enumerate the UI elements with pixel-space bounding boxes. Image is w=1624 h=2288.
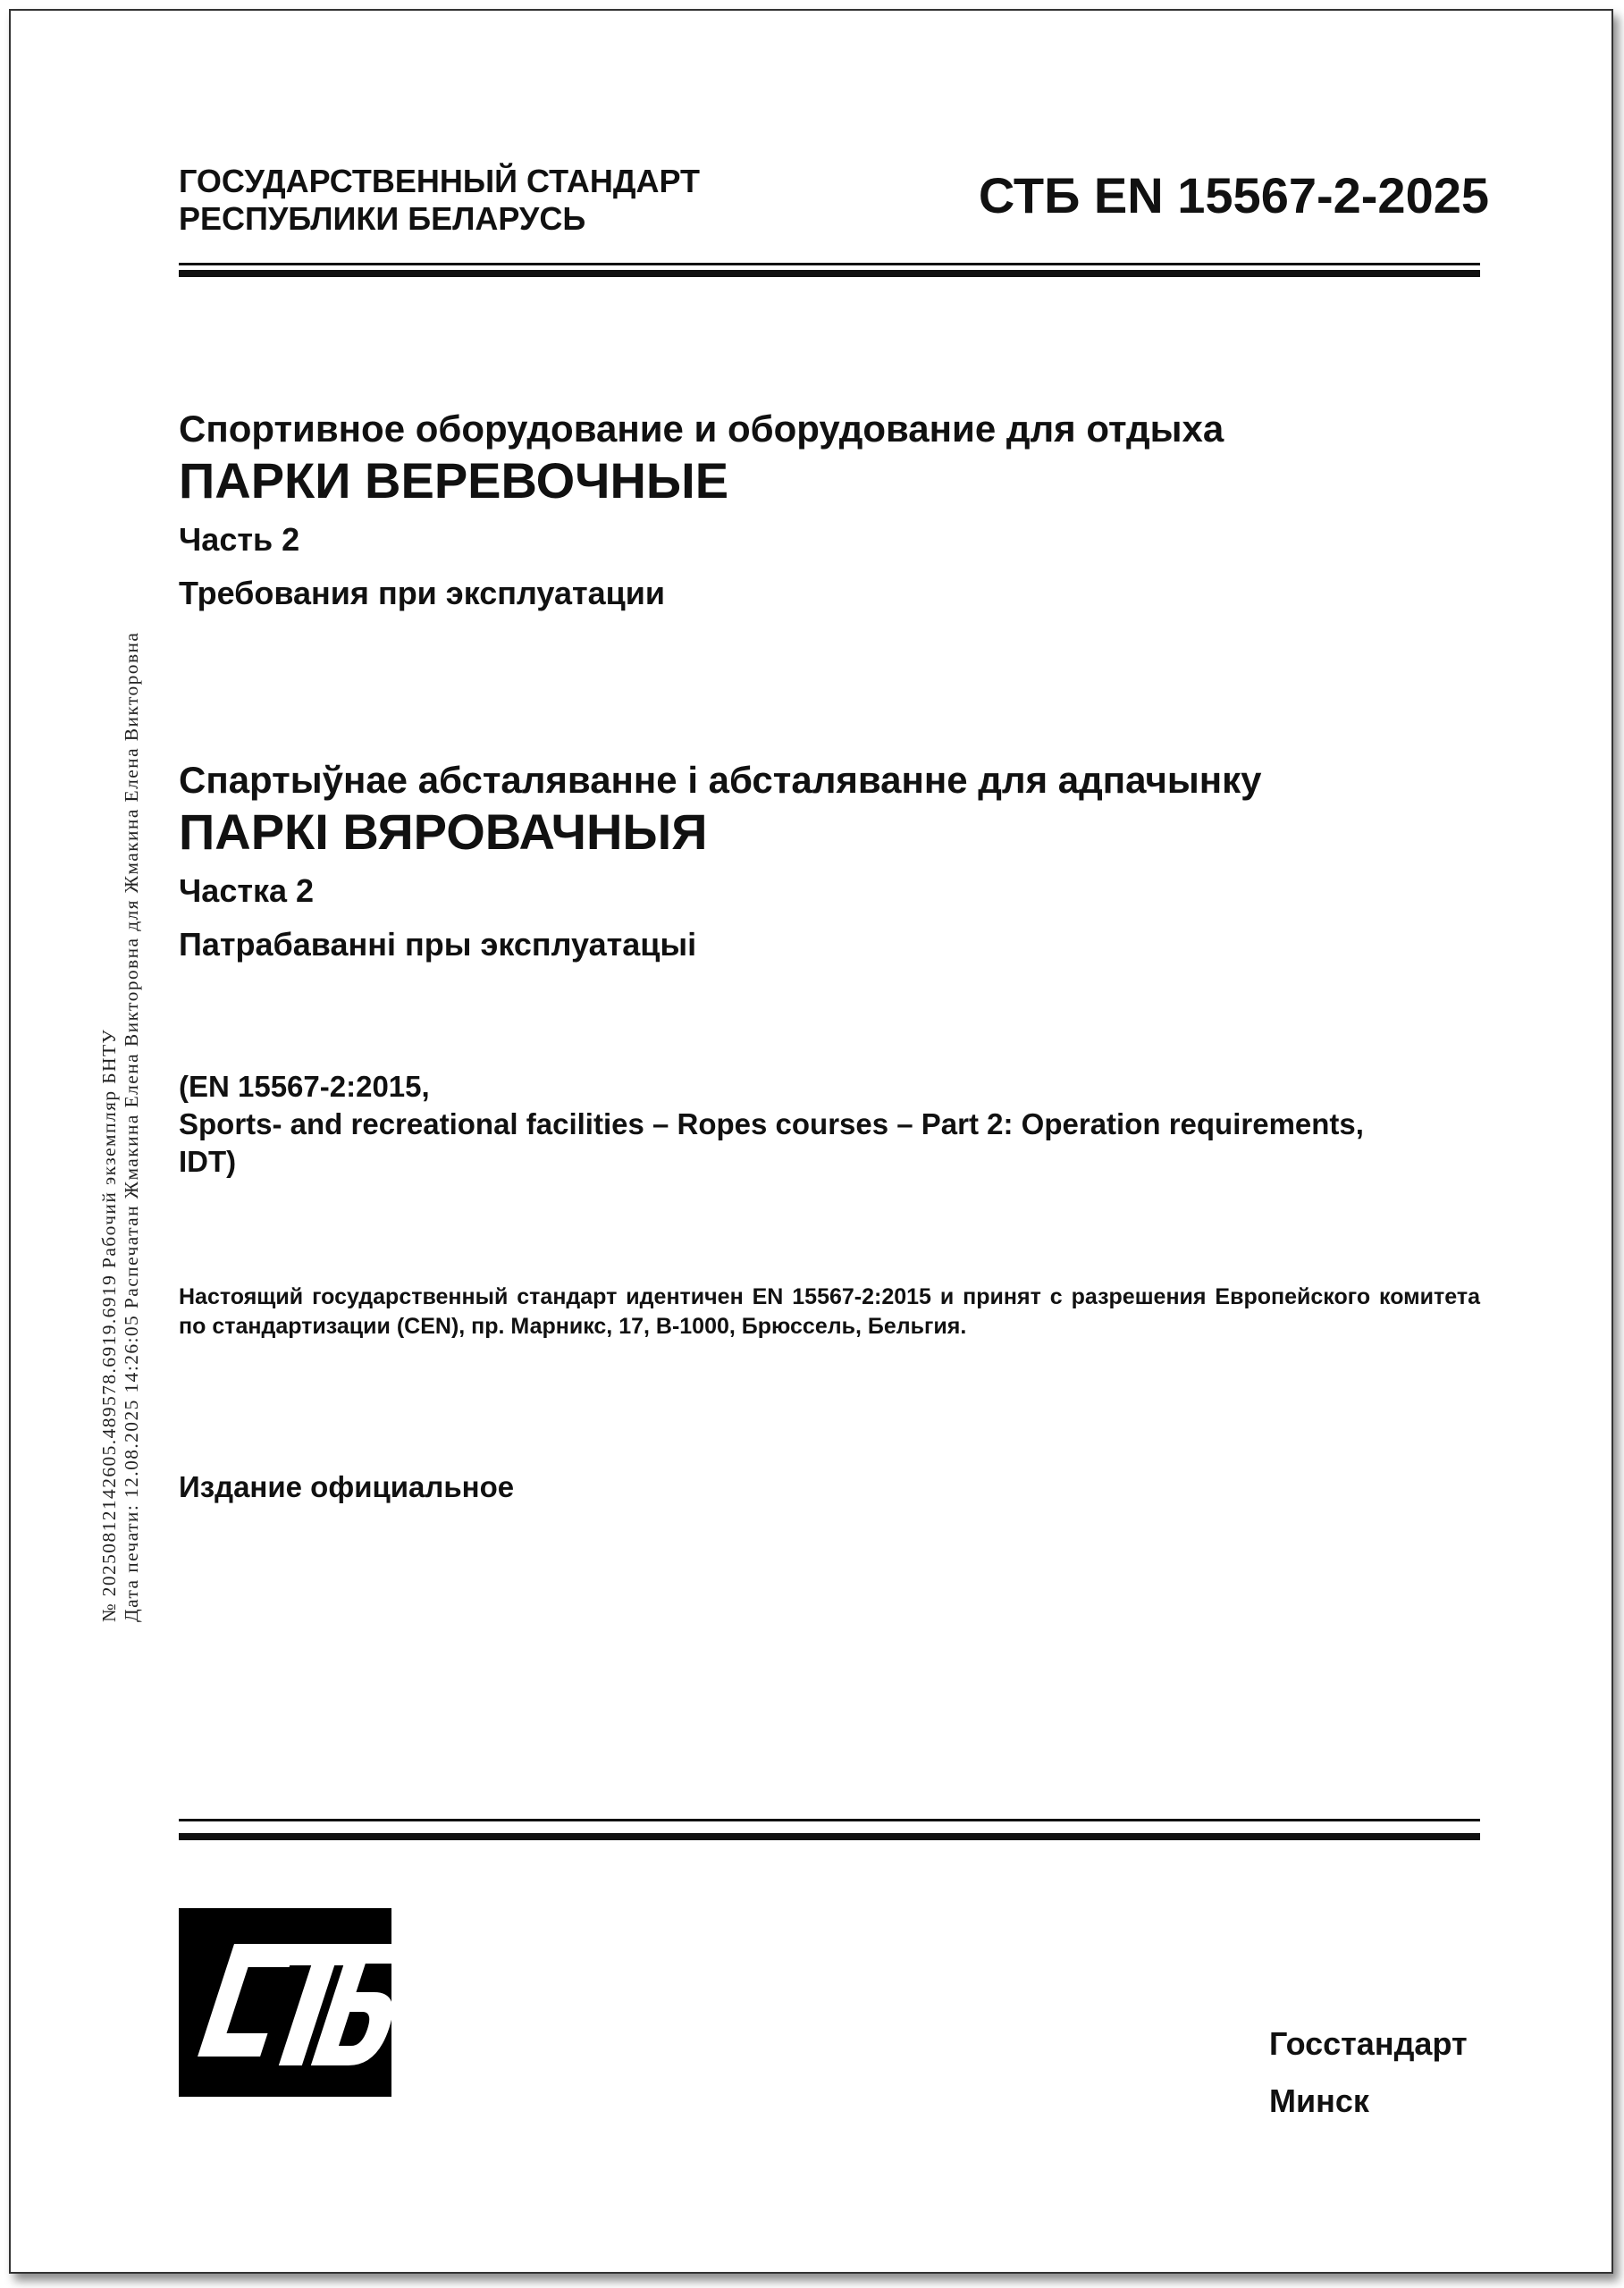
title-ru-subject: Спортивное оборудование и оборудование для отдыха: [179, 408, 1224, 450]
org-line-1: ГОСУДАРСТВЕННЫЙ СТАНДАРТ: [179, 163, 700, 199]
title-be-requirements: Патрабаванні пры эксплуатацыі: [179, 926, 697, 963]
publisher-city: Минск: [1269, 2082, 1369, 2119]
title-ru-requirements: Требования при эксплуатации: [179, 575, 666, 611]
en-reference: [179, 1068, 1364, 1181]
footer-rule-thin: [179, 1819, 1480, 1821]
title-ru-main: ПАРКИ ВЕРЕВОЧНЫЕ: [179, 452, 729, 509]
footer-rule-thick: [179, 1833, 1480, 1840]
print-stamp-line-2: Дата печати: 12.08.2025 14:26:05 Распечатан Жмакина Елена Викторовна для Жмакина Елена Викторовна: [121, 631, 142, 1622]
en-reference-line-2: Sports- and recreational facilities – Ropes courses – Part 2: Operation requirements,: [179, 1107, 1364, 1140]
standard-designation: СТБ EN 15567-2-2025: [978, 167, 1489, 223]
en-reference-line-3: IDT): [179, 1145, 237, 1178]
header-rule-thick: [179, 270, 1480, 277]
title-ru-part: Часть 2: [179, 521, 300, 558]
title-be-subject: Спартыўнае абсталяванне і абсталяванне для адпачынку: [179, 759, 1262, 801]
en-reference-line-1: (EN 15567-2:2015,: [179, 1070, 430, 1103]
adoption-note: Настоящий государственный стандарт идентичен EN 15567-2:2015 и принят с разрешения Европейского комитета по стандартизации (CEN), пр. Марникс, 17, B-1000, Брюссель, Бельгия.: [179, 1284, 1480, 1339]
org-line-2: РЕСПУБЛИКИ БЕЛАРУСЬ: [179, 200, 586, 237]
title-belarusian: [179, 758, 1261, 967]
publisher-block: [1269, 2015, 1468, 2130]
title-russian: [179, 407, 1224, 616]
title-be-main: ПАРКІ ВЯРОВАЧНЫЯ: [179, 803, 708, 860]
stb-logo-icon: [179, 1908, 391, 2097]
print-stamp-line-1: № 20250812142605.489578.6919.6919 Рабочий экземпляр БНТУ: [98, 1028, 120, 1622]
header-rule-thin: [179, 263, 1480, 265]
title-be-part: Частка 2: [179, 872, 315, 909]
print-stamp: [98, 632, 143, 1622]
edition-label: Издание официальное: [179, 1470, 515, 1503]
publisher-name: Госстандарт: [1269, 2025, 1468, 2062]
issuing-organization: [179, 163, 700, 238]
